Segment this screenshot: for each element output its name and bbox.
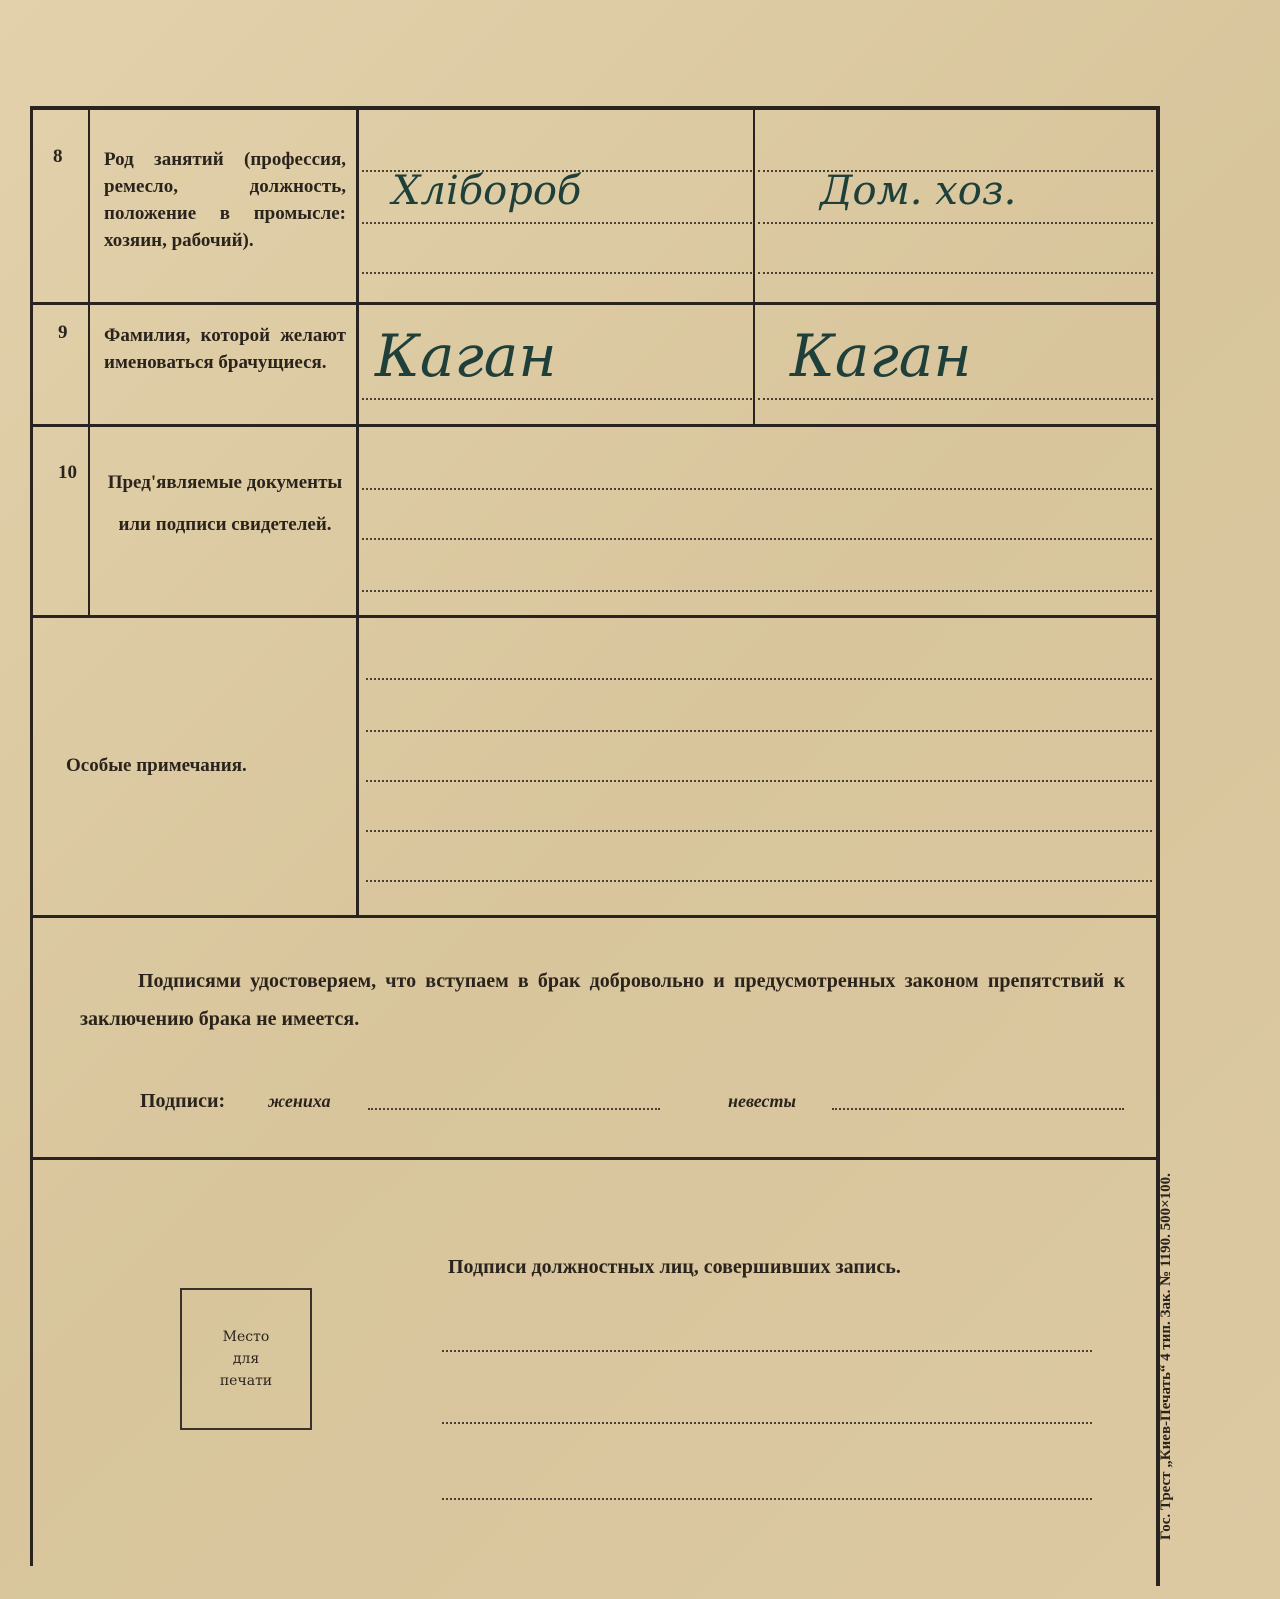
frame-top xyxy=(30,106,1160,110)
row-divider xyxy=(33,302,1156,305)
row-label: Род занятий (профессия, ремесло, должность, положение в промысле: хозяин, рабочий). xyxy=(104,149,346,251)
row-number: 8 xyxy=(53,146,63,167)
bride-surname: Каган xyxy=(790,322,972,390)
row-label: Пред'являемые документы или подписи свидетелей. xyxy=(107,472,343,535)
official-signature-line[interactable] xyxy=(442,1350,1092,1352)
row-divider xyxy=(33,1157,1156,1160)
bride-signature-label: невесты xyxy=(728,1091,797,1111)
frame-left xyxy=(30,106,33,1566)
official-signature-line[interactable] xyxy=(442,1422,1092,1424)
col-divider xyxy=(753,110,755,425)
signatures-label: Подписи: xyxy=(140,1090,226,1112)
declaration-text: Подписями удостоверяем, что вступаем в брак добровольно и предусмотренных законом препятствий к заключению брака не имеется. xyxy=(80,970,1125,1030)
official-signature-line[interactable] xyxy=(442,1498,1092,1500)
stamp-placeholder xyxy=(180,1288,312,1430)
groom-signature-label: жениха xyxy=(268,1091,331,1111)
row-divider xyxy=(33,915,1156,918)
bride-occupation: Дом. хоз. xyxy=(820,168,1017,214)
groom-signature-line[interactable] xyxy=(368,1108,660,1110)
row-divider xyxy=(33,615,1156,618)
col-divider xyxy=(88,110,90,615)
row-divider xyxy=(33,424,1156,427)
printer-imprint: Гос. Трест „Киев-Печать“ 4 тип. Зак. № 1190. 500×100. xyxy=(1158,1173,1174,1540)
officials-label: Подписи должностных лиц, совершивших запись. xyxy=(448,1256,901,1278)
row-label: Фамилия, которой желают именоваться брачущиеся. xyxy=(104,325,346,373)
notes-label: Особые примечания. xyxy=(66,755,247,776)
stamp-label: Место для печати xyxy=(219,1329,273,1389)
groom-surname: Каган xyxy=(375,322,557,390)
groom-occupation: Хлібороб xyxy=(392,168,582,214)
row-number: 9 xyxy=(58,322,68,343)
col-divider xyxy=(356,110,359,915)
row-number: 10 xyxy=(58,462,77,483)
bride-signature-line[interactable] xyxy=(832,1108,1124,1110)
